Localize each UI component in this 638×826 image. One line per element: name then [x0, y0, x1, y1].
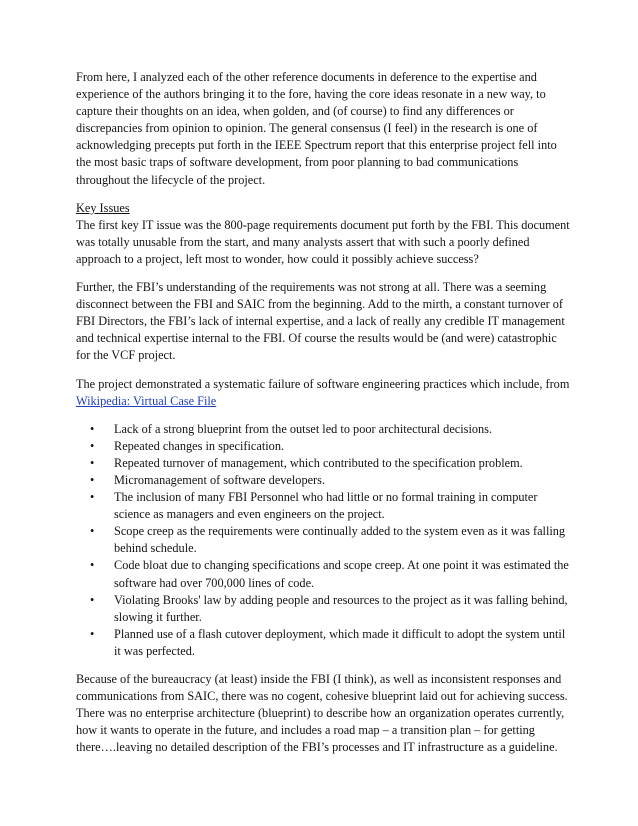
- wikipedia-virtual-case-file-link[interactable]: Wikipedia: Virtual Case File: [76, 393, 217, 408]
- list-item: [76, 489, 572, 523]
- bullet-icon: •: [90, 524, 95, 539]
- list-item-text: Planned use of a flash cutover deployment, which made it difficult to adopt the system until it was perfected.: [114, 626, 566, 658]
- further-paragraph: Further, the FBI’s understanding of the requirements was not strong at all. There was a seeming disconnect between the FBI and SAIC from the beginning. Add to the mirth, a constant turnover of FBI Directors, the FBI’s lack of internal expertise, and a lack of really any credible IT management and technical expertise internal to the FBI. Of course the results would be (and were) catastrophic for the VCF project.: [76, 280, 565, 363]
- list-item: [76, 421, 572, 438]
- bullet-icon: •: [90, 490, 95, 505]
- failure-lead-text: The project demonstrated a systematic failure of software engineering practices which include, from: [76, 376, 570, 391]
- bullet-icon: •: [90, 472, 95, 487]
- list-item: [76, 438, 572, 455]
- document-body: [76, 69, 572, 767]
- bullet-icon: •: [90, 455, 95, 470]
- failure-list: [76, 421, 572, 660]
- key-issues-heading: Key Issues: [76, 200, 130, 215]
- bullet-icon: •: [90, 592, 95, 607]
- list-item: [76, 455, 572, 472]
- list-item-text: Lack of a strong blueprint from the outset led to poor architectural decisions.: [114, 421, 493, 436]
- list-item-text: The inclusion of many FBI Personnel who had little or no formal training in computer science as managers and even engineers on the project.: [114, 490, 538, 522]
- bullet-icon: •: [90, 626, 95, 641]
- bullet-icon: •: [90, 421, 95, 436]
- bullet-icon: •: [90, 558, 95, 573]
- list-item: [76, 523, 572, 557]
- list-item: [76, 472, 572, 489]
- failure-intro-paragraph: [76, 376, 572, 410]
- list-item-text: Code bloat due to changing specifications and scope creep. At one point it was estimated the software had over 700,000 lines of code.: [114, 558, 569, 590]
- intro-paragraph: From here, I analyzed each of the other reference documents in deference to the expertise and experience of the authors bringing it to the fore, having the core ideas resonate in a new way, to capture their thoughts on an idea, when golden, and (of course) to find any differences or discrepancies from opinion to opinion. The general consensus (I feel) in the research is one of acknowledging precepts put forth in the IEEE Spectrum report that this enterprise project fell into the most basic traps of software development, from poor planning to bad communications throughout the lifecycle of the project.: [76, 70, 557, 187]
- list-item-text: Violating Brooks' law by adding people and resources to the project as it was falling behind, slowing it further.: [114, 592, 568, 624]
- key-issues-first-paragraph: The first key IT issue was the 800-page requirements document put forth by the FBI. This document was totally unusable from the start, and many analysts assert that with such a poorly defined approach to a project, left most to wonder, how could it possibly achieve success?: [76, 217, 570, 266]
- list-item-text: Micromanagement of software developers.: [114, 472, 326, 487]
- key-issues-section: [76, 200, 572, 268]
- list-item: [76, 626, 572, 660]
- list-item: [76, 557, 572, 591]
- list-item: [76, 592, 572, 626]
- list-item-text: Repeated turnover of management, which contributed to the specification problem.: [114, 455, 523, 470]
- bullet-icon: •: [90, 438, 95, 453]
- conclusion-paragraph: Because of the bureaucracy (at least) inside the FBI (I think), as well as inconsistent responses and communications from SAIC, there was no cogent, cohesive blueprint laid out for achieving success. There was no enterprise architecture (blueprint) to describe how an organization operates currently, how it wants to operate in the future, and includes a road map – a transition plan – for getting there….leaving no detailed description of the FBI’s processes and IT infrastructure as a guideline.: [76, 672, 568, 755]
- list-item-text: Scope creep as the requirements were continually added to the system even as it was falling behind schedule.: [114, 524, 566, 556]
- list-item-text: Repeated changes in specification.: [114, 438, 285, 453]
